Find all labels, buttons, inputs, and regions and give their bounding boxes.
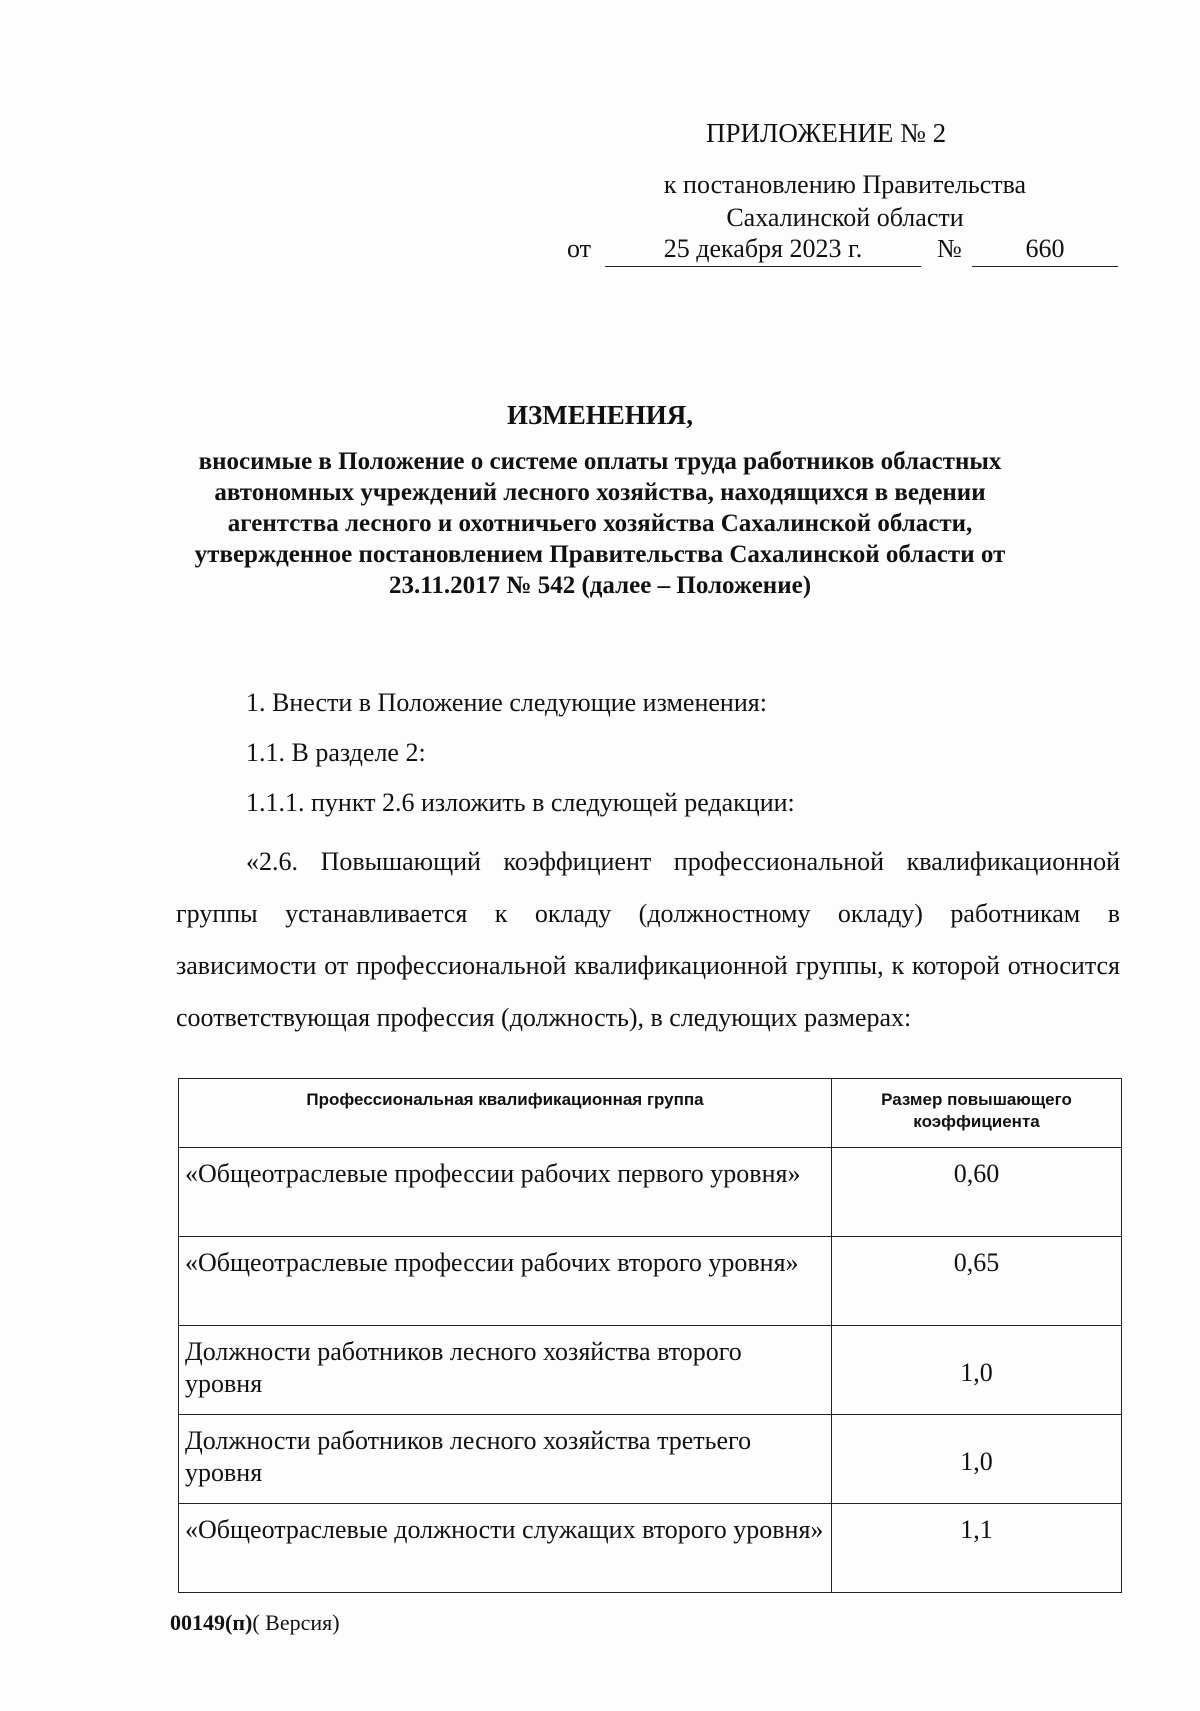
subheading-line: утвержденное постановлением Правительства Сахалинской области от <box>194 541 1006 568</box>
subheading-line: автономных учреждений лесного хозяйства, находящихся в ведении <box>214 479 986 506</box>
decree-number: 660 <box>972 234 1118 267</box>
table-row <box>179 1326 1122 1415</box>
coefficient-cell: 0,65 <box>832 1237 1122 1326</box>
document-subheading <box>150 446 1050 601</box>
paragraph-1: 1. Внести в Положение следующие изменения: <box>246 688 767 717</box>
paragraph-1-1: 1.1. В разделе 2: <box>246 738 426 767</box>
group-cell: «Общеотраслевые профессии рабочих первого уровня» <box>179 1148 832 1237</box>
appendix-line-1: к постановлению Правительства <box>663 170 1027 199</box>
coefficient-cell: 1,0 <box>832 1415 1122 1504</box>
group-cell: «Общеотраслевые профессии рабочих второго уровня» <box>179 1237 832 1326</box>
table-row <box>179 1148 1122 1237</box>
table-row <box>179 1237 1122 1326</box>
subheading-line: агентства лесного и охотничьего хозяйства Сахалинской области, <box>227 510 973 537</box>
table-header-row <box>179 1079 1122 1148</box>
coefficient-cell: 1,1 <box>832 1504 1122 1593</box>
column-header-group: Профессиональная квалификационная группа <box>179 1079 832 1148</box>
table-row <box>179 1504 1122 1593</box>
group-cell: «Общеотраслевые должности служащих второго уровня» <box>179 1504 832 1593</box>
document-version: ( Версия) <box>252 1610 340 1635</box>
subheading-line: вносимые в Положение о системе оплаты труда работников областных <box>198 448 1002 475</box>
from-label: от <box>567 234 592 263</box>
appendix-title: ПРИЛОЖЕНИЕ № 2 <box>706 118 947 148</box>
subheading-line: 23.11.2017 № 542 (далее – Положение) <box>388 572 812 599</box>
paragraph-1-1-1: 1.1.1. пункт 2.6 изложить в следующей редакции: <box>246 788 795 817</box>
coefficient-cell: 0,60 <box>832 1148 1122 1237</box>
paragraph-2-6: «2.6. Повышающий коэффициент профессиональной квалификационной группы устанавливается к окладу (должностному окладу) работникам в зависимости от профессиональной квалификационной группы, к которой относится соответствующая профессия (должность), в следующих размерах: <box>176 847 1120 1032</box>
document-code: 00149(п) <box>170 1610 253 1635</box>
table-row <box>179 1415 1122 1504</box>
appendix-line-2: Сахалинской области <box>726 203 964 232</box>
decree-date: 25 декабря 2023 г. <box>605 234 921 267</box>
date-number-row <box>567 234 1127 268</box>
coefficient-cell: 1,0 <box>832 1326 1122 1415</box>
coefficient-table <box>178 1078 1122 1593</box>
number-label: № <box>937 234 962 263</box>
column-header-coefficient: Размер повышающего коэффициента <box>832 1079 1122 1148</box>
footer-code <box>170 1610 340 1636</box>
group-cell: Должности работников лесного хозяйства второго уровня <box>179 1326 832 1415</box>
group-cell: Должности работников лесного хозяйства третьего уровня <box>179 1415 832 1504</box>
document-heading: ИЗМЕНЕНИЯ, <box>506 400 693 430</box>
